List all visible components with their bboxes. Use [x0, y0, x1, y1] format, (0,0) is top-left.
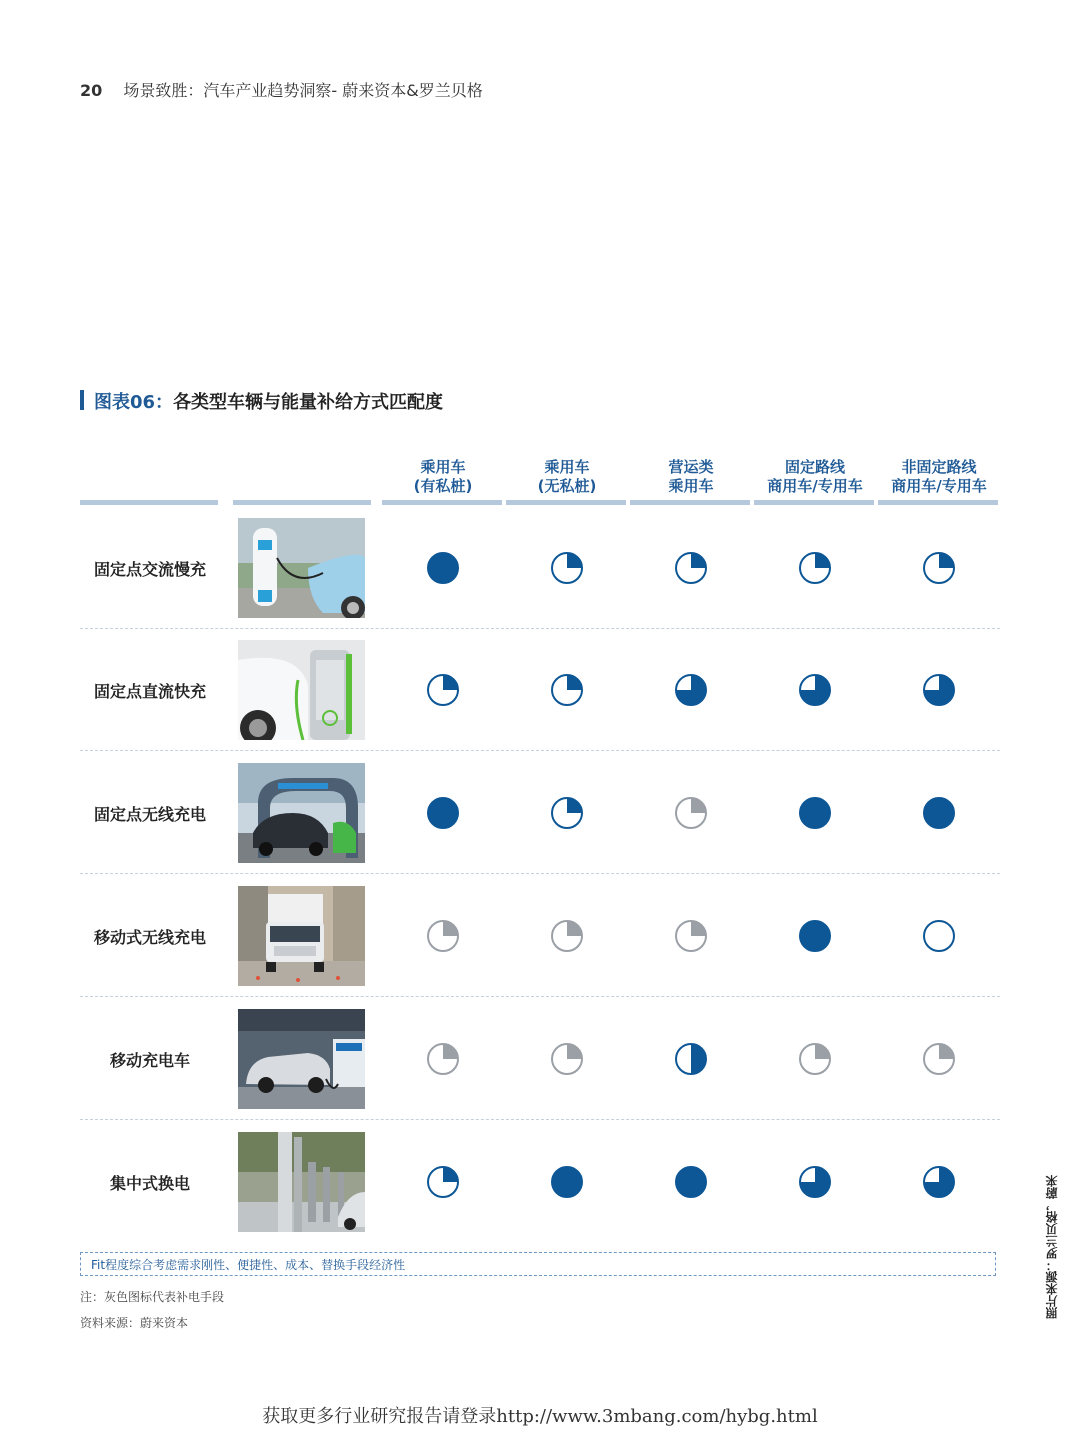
header-rule [233, 500, 371, 505]
truck-photo [238, 886, 365, 986]
mobile-charging-van-photo [238, 1009, 365, 1109]
harvey-ball-icon [426, 673, 460, 707]
harvey-ball-icon [798, 919, 832, 953]
column-header-line1: 营运类 [668, 458, 714, 476]
column-header [879, 458, 999, 496]
harvey-ball-icon [426, 919, 460, 953]
column-header [507, 458, 627, 496]
table-row [80, 752, 1000, 874]
harvey-ball-icon [922, 1165, 956, 1199]
photo-credit: 照片来源：罗兰贝格，蔚来 [1045, 1175, 1059, 1319]
fit-note-box: Fit程度综合考虑需求刚性、便捷性、成本、替换手段经济性 [80, 1252, 996, 1276]
row-label: 移动充电车 [109, 1050, 190, 1070]
harvey-ball-icon [922, 1042, 956, 1076]
column-header [631, 458, 751, 496]
harvey-ball-icon [922, 919, 956, 953]
harvey-ball-icon [550, 551, 584, 585]
harvey-ball-icon [798, 796, 832, 830]
harvey-ball-icon [922, 796, 956, 830]
harvey-ball-icon [550, 796, 584, 830]
harvey-ball-icon [550, 673, 584, 707]
harvey-ball-icon [550, 919, 584, 953]
table-row [80, 998, 1000, 1120]
harvey-ball-icon [798, 673, 832, 707]
column-header-line1: 乘用车 [420, 458, 466, 476]
harvey-ball-icon [550, 1165, 584, 1199]
column-header-line1: 乘用车 [544, 458, 590, 476]
harvey-ball-icon [550, 1042, 584, 1076]
column-header-line2: (有私桩) [413, 477, 473, 495]
ac-charger-photo [238, 518, 365, 618]
header-rule [382, 500, 502, 505]
row-label: 移动式无线充电 [93, 927, 206, 947]
header-rule [878, 500, 998, 505]
harvey-ball-icon [674, 673, 708, 707]
row-separator [80, 996, 1000, 997]
title-accent-bar [80, 390, 84, 410]
dc-charger-photo [238, 640, 365, 740]
column-header [755, 458, 875, 496]
header-rule [754, 500, 874, 505]
table-row [80, 875, 1000, 997]
harvey-ball-icon [674, 796, 708, 830]
column-header-line1: 非固定路线 [901, 458, 977, 476]
harvey-ball-icon [922, 551, 956, 585]
harvey-ball-icon [426, 1042, 460, 1076]
column-header-line1: 固定路线 [784, 458, 845, 476]
table-row [80, 1121, 1000, 1243]
header-rule [506, 500, 626, 505]
footer-link-text: 获取更多行业研究报告请登录http://www.3mbang.com/hybg.html [262, 1406, 818, 1427]
table-row [80, 629, 1000, 751]
figure-title-text: 各类型车辆与能量补给方式匹配度 [173, 392, 444, 413]
table-row [80, 507, 1000, 629]
header-title: 场景致胜：汽车产业趋势洞察- 蔚来资本&罗兰贝格 [123, 81, 483, 100]
row-label: 固定点交流慢充 [93, 559, 206, 579]
harvey-ball-icon [674, 1042, 708, 1076]
row-separator [80, 873, 1000, 874]
harvey-ball-icon [674, 551, 708, 585]
harvey-ball-icon [674, 1165, 708, 1199]
harvey-ball-icon [798, 1042, 832, 1076]
column-header-line2: 乘用车 [668, 477, 714, 495]
harvey-ball-icon [798, 1165, 832, 1199]
source-note: 资料来源：蔚来资本 [80, 1316, 189, 1330]
harvey-ball-icon [922, 673, 956, 707]
row-separator [80, 750, 1000, 751]
column-header-line2: 商用车/专用车 [891, 477, 987, 495]
battery-swap-photo [238, 1132, 365, 1232]
row-label: 固定点直流快充 [93, 681, 206, 701]
header-rule [80, 500, 218, 505]
figure-label: 图表06： [94, 392, 174, 413]
page-header [80, 78, 483, 101]
wireless-station-photo [238, 763, 365, 863]
harvey-ball-icon [426, 796, 460, 830]
figure-title [80, 388, 443, 414]
row-label: 固定点无线充电 [93, 804, 206, 824]
harvey-ball-icon [798, 551, 832, 585]
row-separator [80, 1119, 1000, 1120]
column-header-line2: 商用车/专用车 [767, 477, 863, 495]
gray-icon-note: 注：灰色图标代表补电手段 [80, 1290, 225, 1304]
header-rule [630, 500, 750, 505]
harvey-ball-icon [674, 919, 708, 953]
harvey-ball-icon [426, 551, 460, 585]
column-header [383, 458, 503, 496]
harvey-ball-icon [426, 1165, 460, 1199]
row-label: 集中式换电 [109, 1173, 190, 1193]
page-number: 20 [80, 81, 103, 100]
column-header-line2: (无私桩) [537, 477, 597, 495]
